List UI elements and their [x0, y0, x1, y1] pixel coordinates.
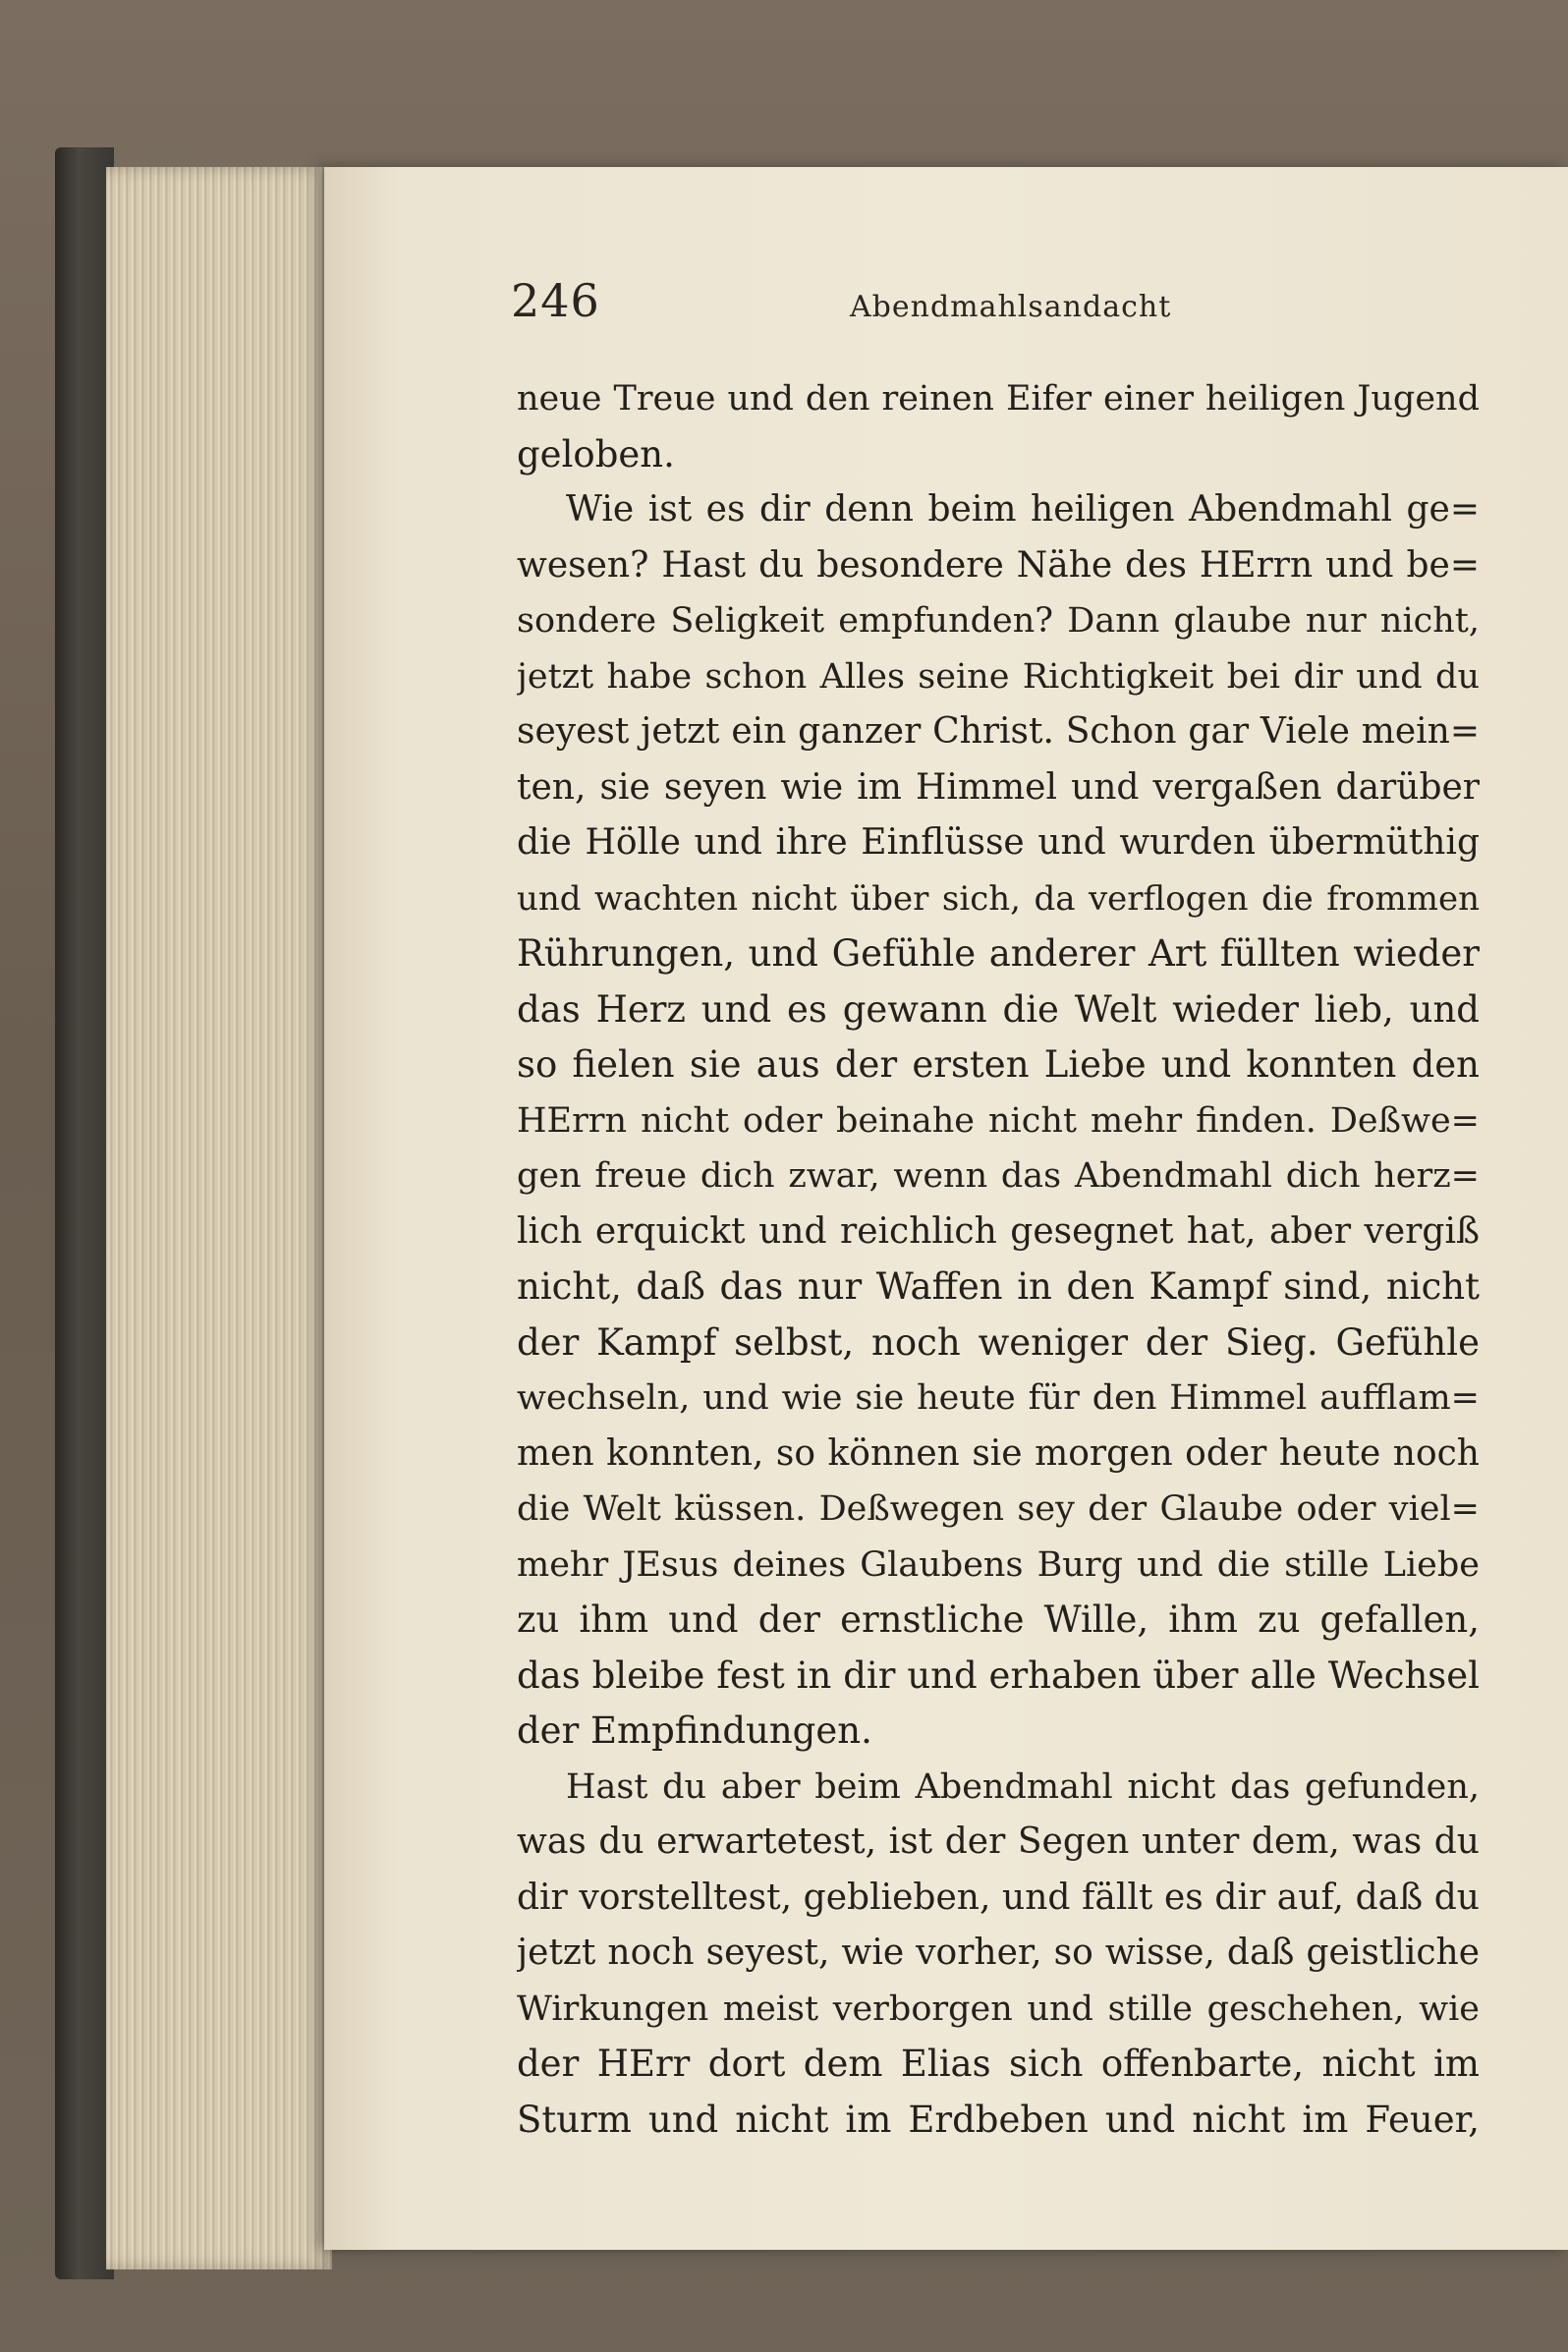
text-line: HErrn nicht oder beinahe nicht mehr finden. Deßwe= — [517, 1100, 1480, 1141]
text-line: geloben. — [517, 432, 675, 476]
text-line: das Herz und es gewann die Welt wieder lieb, und — [517, 987, 1480, 1031]
text-line: der Kampf selbst, noch weniger der Sieg. Gefühle — [517, 1320, 1480, 1364]
text-line: Sturm und nicht im Erdbeben und nicht im Feuer, — [517, 2098, 1480, 2141]
text-line: sondere Seligkeit empfunden? Dann glaube nur nicht, — [517, 601, 1480, 641]
book-cover-spine — [55, 147, 114, 2279]
text-line: was du erwartetest, ist der Segen unter dem, was du — [517, 1821, 1480, 1862]
text-line: nicht, daß das nur Waffen in den Kampf sind, nicht — [517, 1265, 1480, 1308]
text-line: die Welt küssen. Deßwegen sey der Glaube oder viel= — [517, 1489, 1480, 1529]
running-title: Abendmahlsandacht — [850, 290, 1172, 324]
text-line: Wie ist es dir denn beim heiligen Abendmahl ge= — [566, 489, 1480, 530]
page-edges — [106, 167, 332, 2269]
text-line: und wachten nicht über sich, da verflogen die frommen — [517, 878, 1480, 919]
page-header — [511, 270, 1474, 349]
text-line: neue Treue und den reinen Eifer einer heiligen Jugend — [517, 379, 1480, 419]
text-line: seyest jetzt ein ganzer Christ. Schon gar Viele mein= — [517, 711, 1480, 752]
text-line: das bleibe fest in dir und erhaben über alle Wechsel — [517, 1653, 1480, 1697]
text-line: gen freue dich zwar, wenn das Abendmahl dich herz= — [517, 1156, 1480, 1196]
text-line: jetzt habe schon Alles seine Richtigkeit bei dir und du — [517, 656, 1480, 697]
text-line: lich erquickt und reichlich gesegnet hat, aber vergiß — [517, 1210, 1480, 1252]
body-text — [517, 371, 1480, 2148]
text-line: mehr JEsus deines Glaubens Burg und die stille Liebe — [517, 1544, 1480, 1585]
text-line: wechseln, und wie sie heute für den Himmel aufflam= — [517, 1378, 1480, 1418]
text-line: zu ihm und der ernstliche Wille, ihm zu gefallen, — [517, 1598, 1480, 1641]
text-line: wesen? Hast du besondere Nähe des HErrn und be= — [517, 544, 1480, 586]
text-line: Hast du aber beim Abendmahl nicht das gefunden, — [566, 1766, 1480, 1807]
text-line: Rührungen, und Gefühle anderer Art füllten wieder — [517, 932, 1480, 975]
text-line: die Hölle und ihre Einflüsse und wurden übermüthig — [517, 822, 1480, 863]
text-line: dir vorstelltest, geblieben, und fällt es dir auf, daß du — [517, 1876, 1480, 1918]
page-number: 246 — [511, 274, 600, 327]
text-line: der HErr dort dem Elias sich offenbarte, nicht im — [517, 2043, 1480, 2085]
text-line: ten, sie seyen wie im Himmel und vergaßen darüber — [517, 766, 1480, 808]
text-line: jetzt noch seyest, wie vorher, so wisse, daß geistliche — [517, 1932, 1480, 1973]
text-line: men konnten, so können sie morgen oder heute noch — [517, 1432, 1480, 1474]
text-line: Wirkungen meist verborgen und stille geschehen, wie — [517, 1988, 1480, 2029]
text-line: der Empfindungen. — [517, 1709, 872, 1752]
text-line: so fielen sie aus der ersten Liebe und konnten den — [517, 1043, 1480, 1086]
